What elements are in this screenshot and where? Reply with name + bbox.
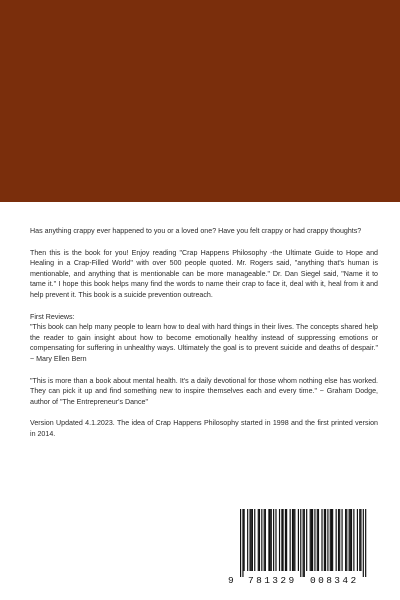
barcode-bar: [351, 509, 352, 571]
barcode-bar: [265, 509, 266, 571]
barcode-bar: [275, 509, 276, 571]
barcode-bar: [318, 509, 319, 571]
barcode-bar: [360, 509, 361, 571]
barcode-bar: [268, 509, 269, 571]
barcode-bar: [254, 509, 255, 571]
barcode-bar: [353, 509, 354, 571]
barcode-bar: [259, 509, 260, 571]
barcode-bar: [350, 509, 351, 571]
barcode-bar: [339, 509, 340, 571]
barcode-bar: [271, 509, 272, 571]
barcode-bar: [365, 509, 366, 577]
barcode-bar: [264, 509, 265, 571]
barcode-bar: [359, 509, 360, 571]
barcode-bar: [330, 509, 331, 571]
barcode-bar: [300, 509, 301, 577]
barcode-bar: [341, 509, 342, 571]
barcode-bar: [325, 509, 326, 571]
barcode-bar: [261, 509, 262, 571]
barcode-bar: [270, 509, 271, 571]
barcode-digit-group-lead: 9: [228, 575, 234, 586]
pitch-paragraph: Then this is the book for you! Enjoy reading "Crap Happens Philosophy -the Ultimate Guide to Hope and Healing in a Crap-Filled World" with over 500 people quoted. Mr. Rogers said, "anything that's human is mentionable, and anything that is mentionable can be more manageable." Dr. Dan Siegel said, "Name it to tame it." I hope this book helps many find the words to name their crap to face it, deal with it, heal from it and help prevent it. This book is a suicide prevention outreach.: [30, 248, 378, 299]
version-note: Version Updated 4.1.2023. The idea of Crap Happens Philosophy started in 1998 and the first printed version in 2014.: [30, 419, 378, 438]
barcode-bar: [242, 509, 243, 577]
barcode-bar: [281, 509, 282, 571]
barcode-bar: [273, 509, 274, 571]
barcode-bar: [304, 509, 305, 577]
barcode-bar: [331, 509, 332, 571]
review-1: "This book can help many people to learn how to deal with hard things in their lives. The concepts shared help the reader to gain insight about how to become emotionally healthy instead of suppressing emotions or compensating for suffering in unhealthy ways. Ultimately the goal is to prevent suicide and deaths of despair." ~ Mary Ellen Bern: [30, 323, 378, 363]
barcode-bar: [310, 509, 311, 571]
barcode-bar: [240, 509, 241, 577]
back-cover-text: [30, 226, 378, 451]
barcode-bar: [346, 509, 347, 571]
barcode-bar: [336, 509, 337, 571]
barcode-bar: [244, 509, 245, 571]
barcode-bar: [282, 509, 283, 571]
barcode-digit-group-left: 781329: [248, 575, 297, 586]
barcode-bar: [285, 509, 286, 571]
intro-paragraph: Has anything crappy ever happened to you or a loved one? Have you felt crappy or had crappy thoughts?: [30, 227, 362, 235]
barcode-bar: [303, 509, 304, 577]
review-2: "This is more than a book about mental health. It's a daily devotional for those whom nothing else has worked. They can pick it up and find something new to inspire themselves each and every time." ~ Graham Dodge, author of "The Entrepreneur's Dance": [30, 376, 378, 406]
barcode-bar: [252, 509, 253, 571]
barcode-bar: [292, 509, 293, 571]
reviews-heading: First Reviews:: [30, 312, 75, 321]
barcode-bar: [286, 509, 287, 571]
barcode-bar: [279, 509, 280, 571]
cover-color-band: [0, 0, 400, 202]
barcode-bar: [290, 509, 291, 571]
barcode-bar: [258, 509, 259, 571]
barcode-bar: [249, 509, 250, 571]
barcode-bar: [311, 509, 312, 571]
isbn-barcode: [226, 505, 370, 591]
barcode-bar: [338, 509, 339, 571]
barcode-bar: [247, 509, 248, 571]
barcode-bar: [317, 509, 318, 571]
barcode-bar: [251, 509, 252, 571]
barcode-bar: [363, 509, 364, 577]
barcode-bar: [294, 509, 295, 571]
barcode-bar: [298, 509, 299, 571]
barcode-bar: [357, 509, 358, 571]
barcode-bar: [321, 509, 322, 571]
barcode-bar: [332, 509, 333, 571]
barcode-bar: [312, 509, 313, 571]
barcode-bar: [349, 509, 350, 571]
barcode-digits: [226, 575, 370, 589]
barcode-bar: [293, 509, 294, 571]
barcode-bar: [345, 509, 346, 571]
barcode-bar: [324, 509, 325, 571]
barcode-bar: [314, 509, 315, 571]
barcode-bar: [306, 509, 307, 571]
barcode-digit-group-right: 008342: [310, 575, 359, 586]
barcode-bar: [327, 509, 328, 571]
